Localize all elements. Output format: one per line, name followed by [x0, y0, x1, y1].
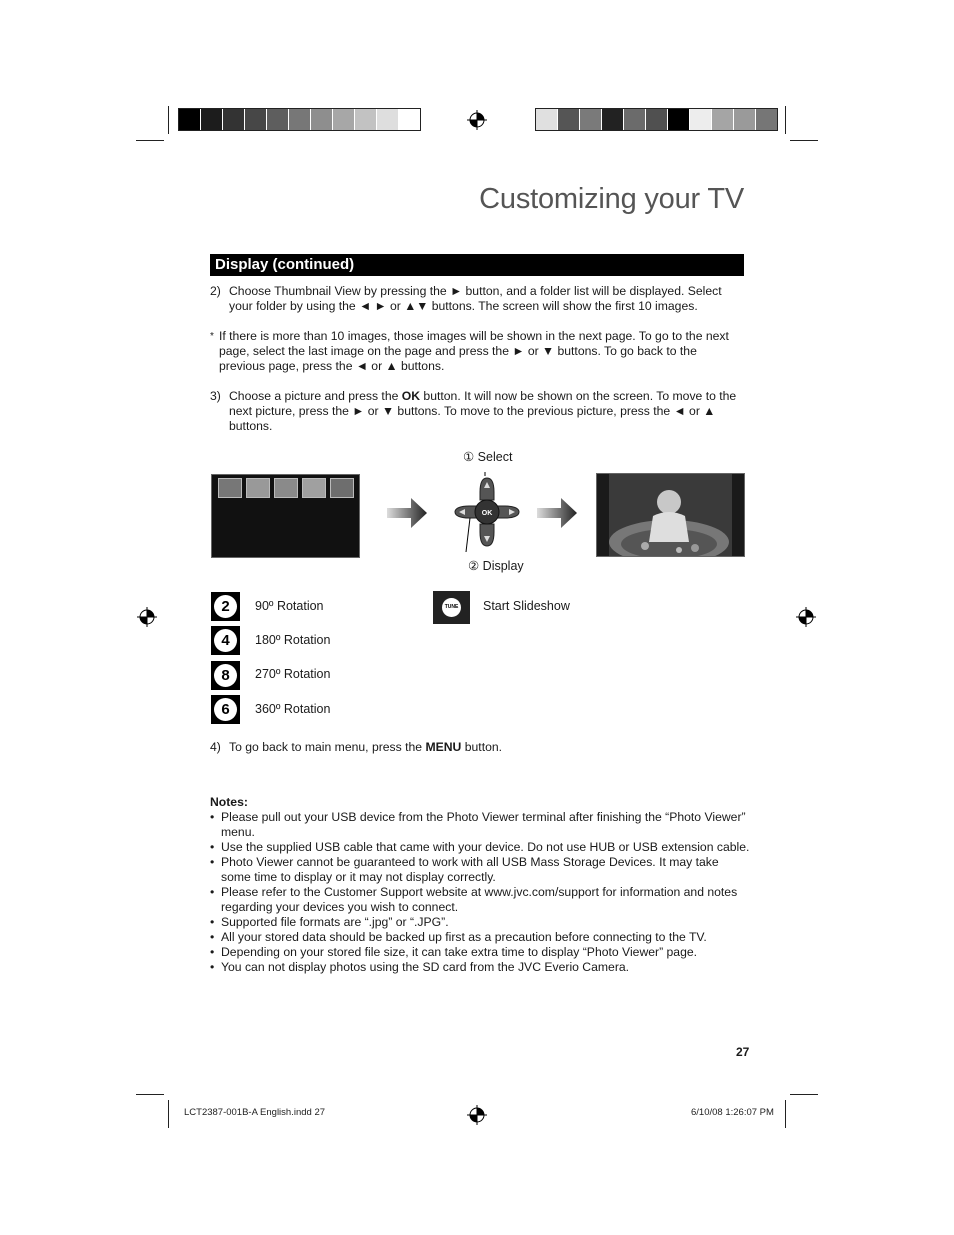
note-item: • All your stored data should be backed up first as a precaution before connecting to the TV.	[210, 930, 750, 945]
notes-section	[210, 795, 750, 975]
asterisk-mark: *	[210, 331, 214, 342]
color-swatch	[267, 109, 289, 130]
step-4	[210, 740, 746, 755]
color-swatch	[179, 109, 201, 130]
thumbnail-image	[246, 478, 270, 498]
crop-mark	[168, 106, 169, 134]
arrow-right-icon	[387, 498, 427, 528]
thumbnail-image	[302, 478, 326, 498]
ok-button-ref: OK	[401, 389, 421, 403]
thumbnail-view-screen	[211, 474, 360, 558]
color-swatch	[646, 109, 668, 130]
registration-mark-icon	[796, 607, 816, 627]
color-swatch	[311, 109, 333, 130]
key-2-icon: 2	[211, 592, 240, 621]
note-text: If there is more than 10 images, those images will be shown in the next page. To go to the next page, select the last image on the page and press the ► or ▼ buttons. To go back to the previous page, press the ◄ or ▲ buttons.	[219, 329, 729, 373]
color-swatch	[289, 109, 311, 130]
rotation-270-label: 270º Rotation	[255, 667, 331, 681]
page-note	[210, 329, 732, 374]
color-calibration-bar-right	[535, 108, 778, 131]
color-swatch	[558, 109, 580, 130]
photo-display-screen	[596, 473, 745, 557]
step-text: To go back to main menu, press the MENU button.	[229, 740, 503, 754]
tune-button-icon: TUNE	[433, 591, 470, 624]
color-swatch	[602, 109, 624, 130]
color-swatch	[201, 109, 223, 130]
color-swatch	[377, 109, 399, 130]
registration-mark-icon	[137, 607, 157, 627]
registration-mark-icon	[467, 110, 487, 130]
step-3	[210, 389, 746, 434]
display-label: ② Display	[468, 559, 524, 573]
color-swatch	[668, 109, 690, 130]
note-item: • Use the supplied USB cable that came with your device. Do not use HUB or USB extension cable.	[210, 840, 750, 855]
crop-mark	[785, 1100, 786, 1128]
section-heading: Display (continued)	[210, 254, 744, 276]
thumbnail-image	[218, 478, 242, 498]
thumbnail-image	[274, 478, 298, 498]
key-6-icon: 6	[211, 695, 240, 724]
photo-image	[609, 474, 732, 556]
registration-mark-icon	[467, 1105, 487, 1125]
crop-mark	[785, 106, 786, 134]
color-swatch	[756, 109, 777, 130]
remote-dpad-icon	[452, 472, 522, 552]
crop-mark	[136, 1094, 164, 1095]
note-item: • Please refer to the Customer Support website at www.jvc.com/support for information and notes regarding your devices you wish to connect.	[210, 885, 750, 915]
step-number: 4)	[210, 740, 221, 754]
key-4-icon: 4	[211, 626, 240, 655]
crop-mark	[168, 1100, 169, 1128]
ok-label: OK	[481, 510, 493, 517]
thumbnail-image	[330, 478, 354, 498]
note-item: • You can not display photos using the SD card from the JVC Everio Camera.	[210, 960, 750, 975]
color-calibration-bar-left	[178, 108, 421, 131]
page-title: Customizing your TV	[479, 183, 744, 215]
rotation-180-label: 180º Rotation	[255, 633, 331, 647]
page-number: 27	[736, 1045, 750, 1059]
crop-mark	[790, 140, 818, 141]
step-text: Choose a picture and press the OK button. It will now be shown on the screen. To move to the next picture, press the ► or ▼ buttons. To move to the previous picture, press the ◄ or ▲ buttons.	[229, 389, 737, 433]
color-swatch	[734, 109, 756, 130]
color-swatch	[690, 109, 712, 130]
step-number: 2)	[210, 284, 221, 298]
rotation-90-label: 90º Rotation	[255, 599, 324, 613]
crop-mark	[790, 1094, 818, 1095]
color-swatch	[536, 109, 558, 130]
crop-mark	[136, 140, 164, 141]
color-swatch	[355, 109, 377, 130]
note-item: • Please pull out your USB device from the Photo Viewer terminal after finishing the “Photo Viewer” menu.	[210, 810, 750, 840]
color-swatch	[399, 109, 420, 130]
color-swatch	[245, 109, 267, 130]
arrow-right-icon	[537, 498, 577, 528]
note-item: • Depending on your stored file size, it can take extra time to display “Photo Viewer” page.	[210, 945, 750, 960]
step-text: Choose Thumbnail View by pressing the ► button, and a folder list will be displayed. Select your folder by using the ◄ ► or ▲▼ buttons. The screen will show the first 10 images.	[229, 284, 722, 313]
color-swatch	[223, 109, 245, 130]
color-swatch	[712, 109, 734, 130]
color-swatch	[333, 109, 355, 130]
footer-timestamp: 6/10/08 1:26:07 PM	[691, 1107, 774, 1118]
note-item: • Photo Viewer cannot be guaranteed to work with all USB Mass Storage Devices. It may take some time to display or it may not display correctly.	[210, 855, 750, 885]
color-swatch	[580, 109, 602, 130]
start-slideshow-label: Start Slideshow	[483, 599, 570, 613]
key-8-icon: 8	[211, 661, 240, 690]
select-label: ① Select	[463, 450, 513, 464]
menu-button-ref: MENU	[425, 740, 462, 754]
step-2	[210, 284, 746, 314]
color-swatch	[624, 109, 646, 130]
footer-file-info: LCT2387-001B-A English.indd 27	[184, 1107, 326, 1118]
note-item: • Supported file formats are “.jpg” or “.JPG”.	[210, 915, 750, 930]
rotation-360-label: 360º Rotation	[255, 702, 331, 716]
notes-heading: Notes:	[210, 795, 248, 809]
step-number: 3)	[210, 389, 221, 403]
